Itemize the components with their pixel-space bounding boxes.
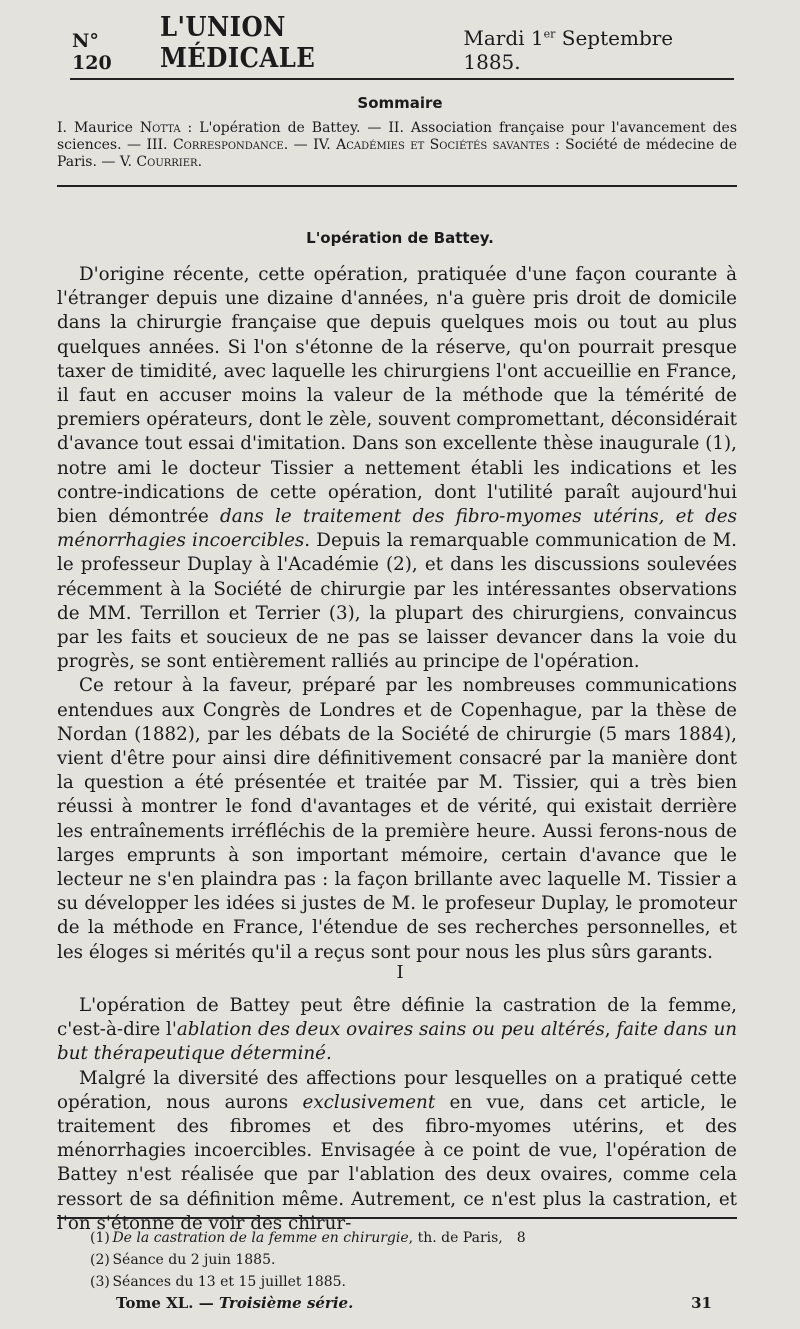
paragraph-3: L'opération de Battey peut être définie la castration de la femme, c'est-à-dire l'ablation des deux ovaires sains ou peu altérés, faite dans un but thérapeutique déterminé. [57, 995, 737, 1065]
footnote-rule [57, 1217, 737, 1219]
article-title: L'opération de Battey. [306, 229, 494, 247]
volume-series: Tome XL. — Troisième série. [116, 1294, 354, 1312]
summary-body: I. Maurice Notta : L'opération de Battey. — II. Association française pour l'avancement des sciences. — III. Correspondance. — IV. Académies et Sociétés savantes : Société de médecine de Paris. — V. Courrier. [57, 120, 738, 170]
summary-rule [57, 185, 737, 187]
summary-title: Sommaire [357, 94, 443, 112]
footnote: (1) De la castration de la femme en chirurgie , th. de Paris, 8 [90, 1230, 526, 1246]
footnote: (2) Séance du 2 juin 1885. [90, 1252, 276, 1268]
paragraph-2: Ce retour à la faveur, préparé par les nombreuses communications entendues aux Congrès de Londres et de Copenhague, par la thèse de Nordan (1882), par les débats de la Société de chirurgie (5 mars 1884), vient d'être pour ainsi dire définitivement consacré par la manière dont la question a été présentée et traitée par M. Tissier, qui a très bien réussi à montrer le fond d'avantages et de vérité, qui existait derrière les entraînements irréfléchis de la première heure. Aussi ferons-nous de larges emprunts à son important mémoire, certain d'avance que le lecteur ne s'en plaindra pas : la façon brillante avec laquelle M. Tissier a su développer les idées si justes de M. le profeseur Duplay, le promoteur de la méthode en France, l'étendue de ses recherches personnelles, et les éloges si mérités qu'il a reçus sont pour nous les plus sûrs garants. [57, 675, 737, 963]
section-number: I [396, 962, 404, 983]
page-header [72, 12, 734, 74]
paragraph-4: Malgré la diversité des affections pour lesquelles on a pratiqué cette opération, nous aurons exclusivement en vue, dans cet article, le traitement des fibromes et des fibro-myomes utérins, et des ménorrhagies incoercibles. Envisagée à ce point de vue, l'opération de Battey n'est réalisée que par l'ablation des deux ovaires, comme cela ressort de sa définition même. Autrement, ce n'est plus la castration, et l'on s'étonne de voir des chirur- [57, 1067, 737, 1234]
header-rule [70, 78, 734, 80]
footnote: (3) Séances du 13 et 15 juillet 1885. [90, 1274, 347, 1290]
article-intro [57, 263, 737, 965]
journal-title: L'UNION MÉDICALE [160, 12, 316, 74]
issue-number: N° 120 [72, 30, 112, 74]
page-footer [116, 1294, 712, 1312]
issue-date: Mardi 1er Septembre 1885. [463, 26, 674, 74]
paragraph-1: D'origine récente, cette opération, pratiquée d'une façon courante à l'étranger depuis une dizaine d'années, n'a guère pris droit de domicile dans la chirurgie française que depuis quelques mois ou tout au plus quelques années. Si l'on s'étonne de la réserve, qu'on pourrait presque taxer de timidité, avec laquelle les chirurgiens l'ont accueillie en France, il faut en accuser moins la valeur de la méthode que la témérité de premiers opérateurs, dont le zèle, souvent compromettant, déconsidérait d'avance tout essai d'imitation. Dans son excellente thèse inaugurale (1), notre ami le docteur Tissier a nettement établi les indications et les contre-indications de cette opération, dont l'utilité paraît aujourd'hui bien démontrée dans le traitement des fibro-myomes utérins, et des ménorrhagies incoercibles. Depuis la remarquable communication de M. le professeur Duplay à l'Académie (2), et dans les discussions soulevées récemment à la Société de chirurgie par les intéressantes observations de MM. Terrillon et Terrier (3), la plupart des chirurgiens, convaincus par les faits et soucieux de ne pas se laisser devancer dans la voie du progrès, se sont entièrement ralliés au principe de l'opération. [57, 264, 738, 673]
footnotes [90, 1227, 730, 1293]
article-section-one [57, 994, 737, 1236]
page-number: 31 [691, 1294, 712, 1312]
